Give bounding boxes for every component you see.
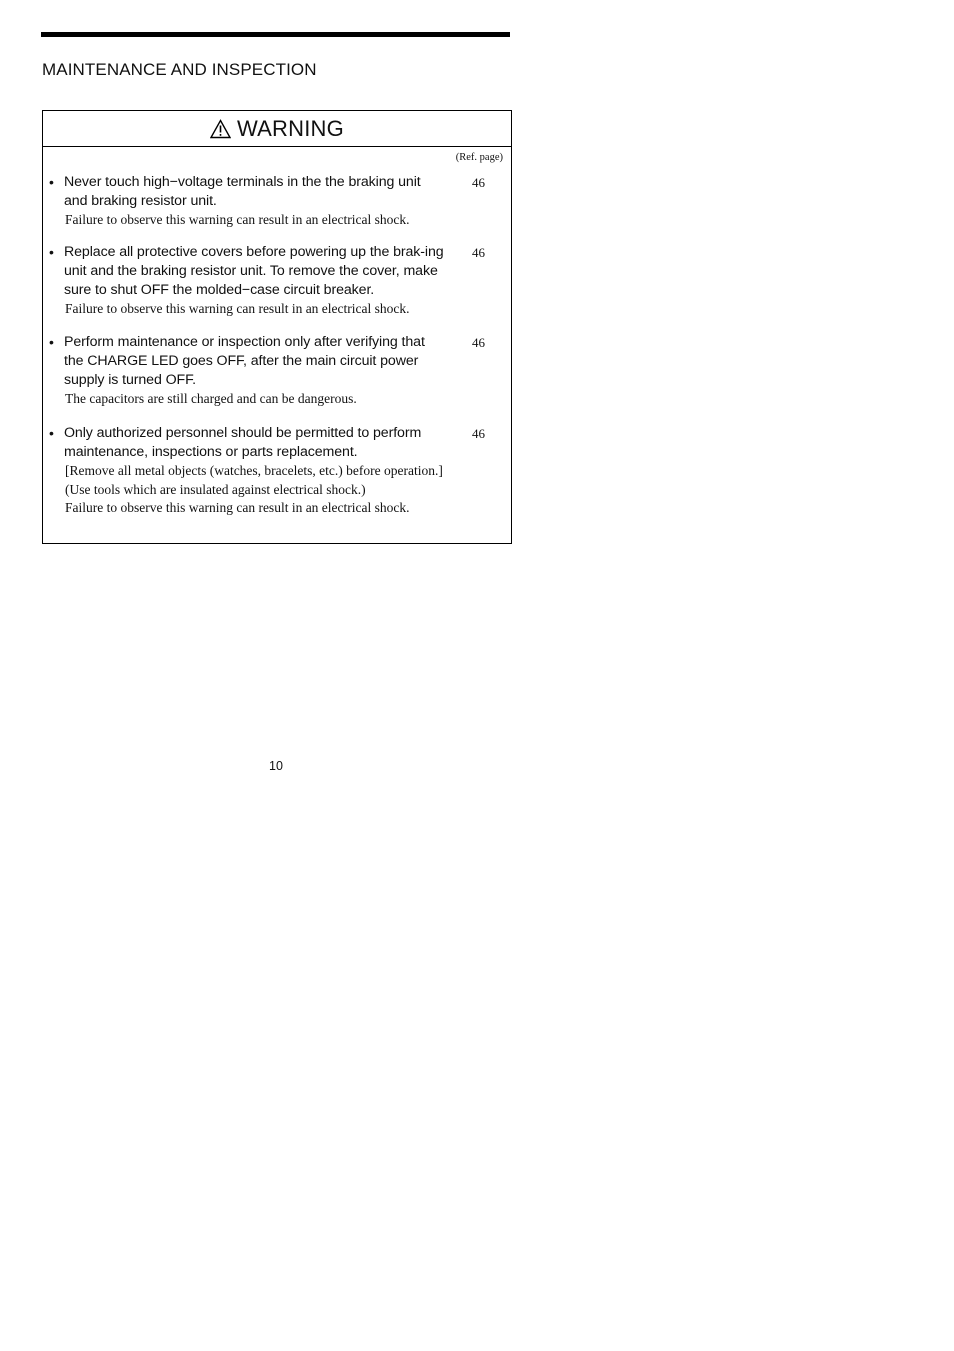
- warning-item: [49, 424, 505, 518]
- warning-item-text: Perform maintenance or inspection only after verifying that the CHARGE LED goes OFF, after the main circuit power supply is turned OFF.: [64, 334, 425, 388]
- ref-page-number: 46: [472, 245, 485, 260]
- bullet-icon: •: [49, 244, 54, 260]
- warning-item-note: (Use tools which are insulated against electrical shock.): [65, 481, 366, 497]
- warning-item-note: Failure to observe this warning can result in an electrical shock.: [65, 500, 410, 515]
- warning-title: WARNING: [237, 115, 344, 141]
- ref-page-number: 46: [472, 175, 485, 190]
- bullet-icon: •: [49, 334, 54, 350]
- warning-triangle-icon: [210, 119, 231, 139]
- section-title: MAINTENANCE AND INSPECTION: [42, 60, 317, 79]
- warning-box: [42, 110, 512, 544]
- warning-item-note: Failure to observe this warning can result in an electrical shock.: [65, 301, 410, 316]
- warning-item-text: Never touch high−voltage terminals in the the braking unit and braking resistor unit.: [64, 174, 421, 209]
- warning-item-text: Replace all protective covers before powering up the brak-ing unit and the braking resistor unit. To remove the cover, make sure to shut OFF the molded−case circuit breaker.: [64, 244, 444, 298]
- warning-item-note: [Remove all metal objects (watches, bracelets, etc.) before operation.]: [65, 463, 443, 478]
- warning-item: [49, 333, 505, 409]
- ref-page-number: 46: [472, 426, 485, 441]
- warning-item-note: The capacitors are still charged and can be dangerous.: [65, 391, 357, 406]
- warning-item: [49, 173, 505, 230]
- bullet-icon: •: [49, 425, 54, 441]
- warning-item-note: Failure to observe this warning can result in an electrical shock.: [65, 212, 410, 227]
- ref-page-number: 46: [472, 335, 485, 350]
- warning-item-text: Only authorized personnel should be permitted to perform maintenance, inspections or parts replacement.: [64, 425, 422, 460]
- page-number: 10: [269, 759, 283, 773]
- ref-page-header: (Ref. page): [455, 152, 503, 163]
- top-rule: [41, 32, 510, 37]
- warning-item: [49, 243, 505, 319]
- warning-header: [43, 111, 511, 147]
- bullet-icon: •: [49, 174, 54, 190]
